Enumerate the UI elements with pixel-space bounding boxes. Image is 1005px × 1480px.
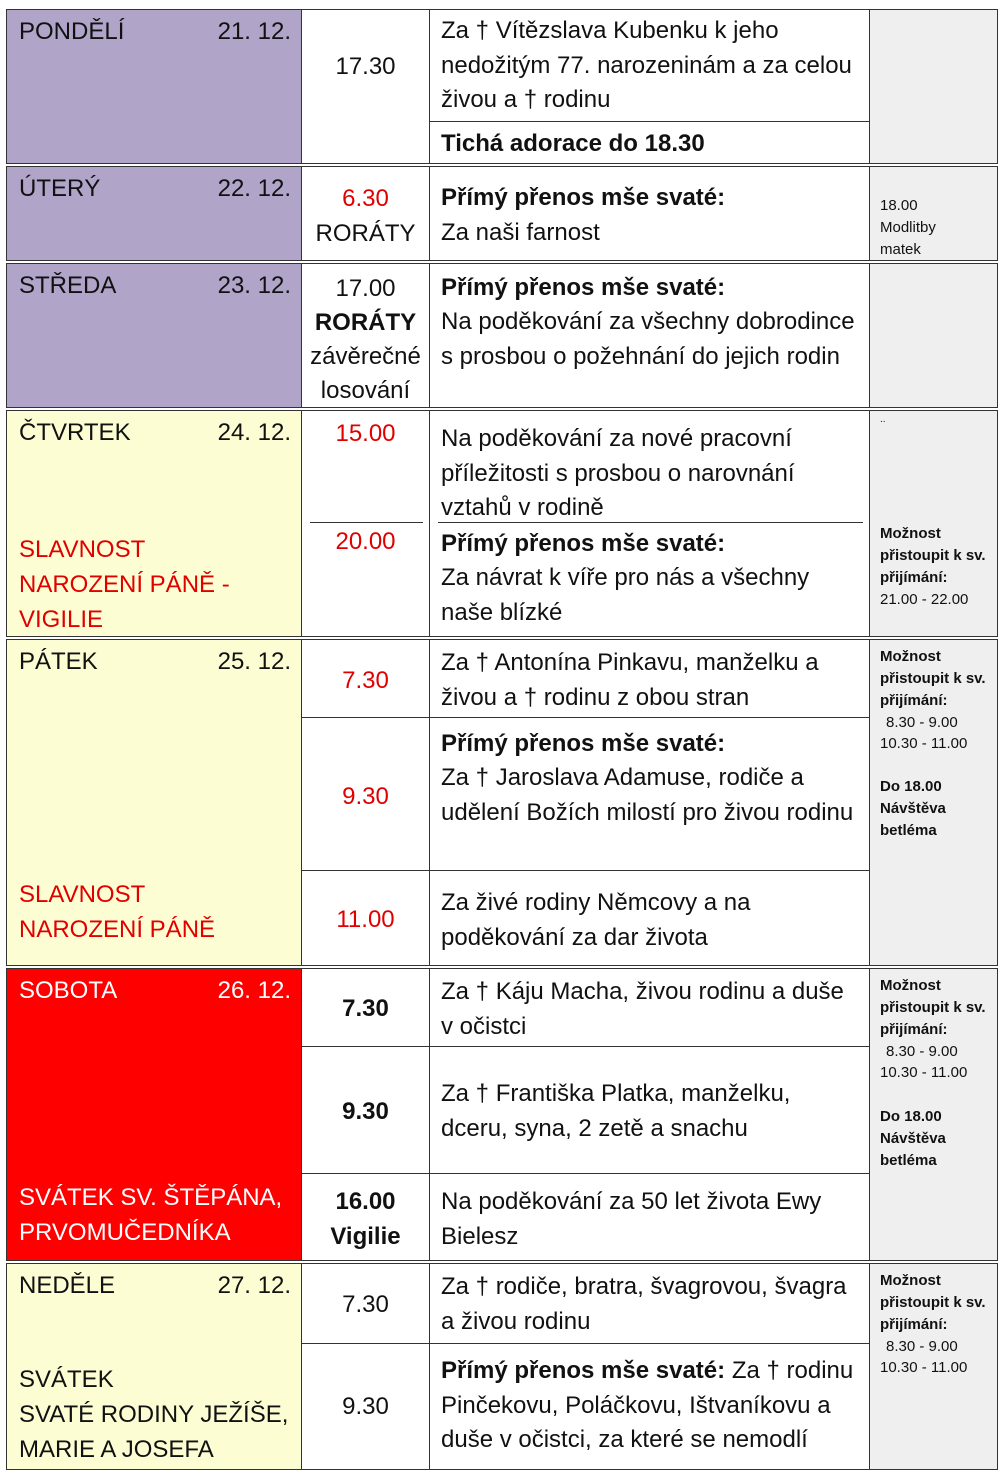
day-cell xyxy=(7,264,302,407)
note-line: přistoupit k sv. xyxy=(880,547,986,564)
day-name: ČTVRTEK xyxy=(19,419,131,446)
intention-text: Tichá adorace do 18.30 xyxy=(441,130,705,157)
note-cell xyxy=(870,969,997,1260)
day-cell xyxy=(7,411,302,636)
day-block-saturday xyxy=(6,968,998,1261)
feast-line: VIGILIE xyxy=(19,606,104,633)
note-cell xyxy=(870,264,997,407)
note-cell xyxy=(870,411,997,636)
row-divider xyxy=(302,1046,429,1047)
day-date: 24. 12. xyxy=(217,419,291,446)
feast-title xyxy=(19,877,215,947)
note-text: Modlitby matek xyxy=(880,219,936,258)
note-line: Do 18.00 xyxy=(880,1108,942,1125)
note-line: přijímání: xyxy=(880,1316,948,1333)
note-cell xyxy=(870,1264,997,1469)
feast-line: NAROZENÍ PÁNĚ - xyxy=(19,571,230,598)
note-line: 8.30 - 9.00 xyxy=(886,1043,958,1060)
day-cell xyxy=(7,167,302,260)
day-block-sunday xyxy=(6,1263,998,1470)
mass-time: 11.00 xyxy=(336,906,395,933)
feast-title xyxy=(19,1180,282,1250)
time-cell xyxy=(302,264,430,407)
feast-line: SVÁTEK xyxy=(19,1366,114,1393)
mass-time: 16.00 xyxy=(335,1188,396,1215)
day-date: 21. 12. xyxy=(217,18,291,45)
intention-text: Na poděkování za nové pracovní příležitosti s prosbou o narovnání vztahů v rodině xyxy=(441,425,795,521)
note-line: přistoupit k sv. xyxy=(880,999,986,1016)
mass-time: 20.00 xyxy=(335,528,396,555)
feast-line: SLAVNOST xyxy=(19,536,146,563)
intention-text: Za † Vítězslava Kubenku k jeho nedožitým 77. narozeninám a za celou živou a † rodinu xyxy=(441,17,852,113)
time-cell xyxy=(302,969,430,1260)
note-cell xyxy=(870,640,997,965)
mass-label: RORÁTY xyxy=(315,220,416,247)
broadcast-heading: Přímý přenos mše svaté: xyxy=(441,184,726,211)
intention-text: Za živé rodiny Němcovy a na poděkování za dar života xyxy=(441,889,751,951)
day-date: 22. 12. xyxy=(217,175,291,202)
note-line: přistoupit k sv. xyxy=(880,1294,986,1311)
intention-text: Za † Antonína Pinkavu, manželku a živou a † rodinu z obou stran xyxy=(441,649,819,711)
note-line: přijímání: xyxy=(880,1021,948,1038)
day-date: 25. 12. xyxy=(217,648,291,675)
day-date: 23. 12. xyxy=(217,272,291,299)
note-line: 10.30 - 11.00 xyxy=(880,1064,968,1081)
feast-line: SVATÉ RODINY JEŽÍŠE, xyxy=(19,1401,289,1428)
note-time: 18.00 xyxy=(880,197,918,214)
row-divider xyxy=(310,522,423,523)
intention-body: Za † rodinu Pinčekovu, Poláčkovu, Ištvaníkovu a duše v očistci, za které se nemodlí xyxy=(441,1357,854,1453)
day-block-monday xyxy=(6,9,998,164)
mass-time: 7.30 xyxy=(342,667,389,694)
day-name: PONDĚLÍ xyxy=(19,18,125,45)
intention-text: Za naši farnost xyxy=(441,219,600,246)
note-line: 8.30 - 9.00 xyxy=(886,1338,958,1355)
feast-title xyxy=(19,1362,288,1467)
mass-time: 7.30 xyxy=(342,1291,389,1318)
mass-time: 7.30 xyxy=(342,995,389,1022)
note-line: přijímání: xyxy=(880,692,948,709)
feast-line: NAROZENÍ PÁNĚ xyxy=(19,916,216,943)
mass-time: 17.00 xyxy=(335,275,396,302)
intention-text xyxy=(430,1354,869,1458)
row-divider xyxy=(430,717,869,718)
broadcast-heading: Přímý přenos mše svaté: xyxy=(441,530,726,557)
day-date: 26. 12. xyxy=(217,977,291,1004)
row-divider xyxy=(430,1343,869,1344)
day-name: PÁTEK xyxy=(19,648,98,675)
feast-line: SVÁTEK SV. ŠTĚPÁNA, xyxy=(19,1184,283,1211)
broadcast-heading: Přímý přenos mše svaté: xyxy=(441,1357,726,1384)
time-cell xyxy=(302,411,430,636)
mass-label: Vigilie xyxy=(330,1223,401,1250)
note-cell xyxy=(870,10,997,163)
intention-cell xyxy=(430,411,870,636)
feast-title xyxy=(19,532,230,637)
row-divider xyxy=(430,870,869,871)
intention-text: Za † Františka Platka, manželku, dceru, syna, 2 zetě a snachu xyxy=(441,1080,791,1142)
day-cell xyxy=(7,640,302,965)
feast-line: MARIE A JOSEFA xyxy=(19,1436,214,1463)
time-cell xyxy=(302,1264,430,1469)
intention-cell xyxy=(430,264,870,407)
note-cell xyxy=(870,167,997,260)
row-divider xyxy=(302,717,429,718)
day-date: 27. 12. xyxy=(217,1272,291,1299)
note-line: 21.00 - 22.00 xyxy=(880,591,969,608)
broadcast-heading: Přímý přenos mše svaté: xyxy=(441,274,726,301)
note-line: Možnost xyxy=(880,1272,941,1289)
mass-time: 17.30 xyxy=(335,53,396,80)
note-line: Návštěva xyxy=(880,1130,946,1147)
note-mark: .. xyxy=(880,414,886,425)
intention-cell xyxy=(430,969,870,1260)
note-line: Návštěva xyxy=(880,800,946,817)
day-name: SOBOTA xyxy=(19,977,118,1004)
mass-sublabel: závěrečné xyxy=(310,343,421,370)
row-divider xyxy=(438,522,863,523)
day-cell xyxy=(7,10,302,163)
intention-text: Na poděkování za 50 let života Ewy Bielesz xyxy=(441,1188,822,1250)
mass-time: 9.30 xyxy=(342,1098,389,1125)
row-divider xyxy=(302,870,429,871)
row-divider xyxy=(302,1173,429,1174)
intention-text: Za † Jaroslava Adamuse, rodiče a udělení Božích milostí pro živou rodinu xyxy=(441,764,854,826)
intention-cell xyxy=(430,1264,870,1469)
note-line: přijímání: xyxy=(880,569,948,586)
mass-time: 15.00 xyxy=(335,420,396,447)
note-line: betléma xyxy=(880,822,937,839)
day-block-thursday xyxy=(6,410,998,637)
mass-label: RORÁTY xyxy=(314,309,417,336)
day-name: NEDĚLE xyxy=(19,1272,116,1299)
note-line: Možnost xyxy=(880,977,941,994)
feast-line: SLAVNOST xyxy=(19,881,146,908)
mass-time: 6.30 xyxy=(342,185,389,212)
row-divider xyxy=(430,1046,869,1047)
note-line: betléma xyxy=(880,1152,937,1169)
note-line: Možnost xyxy=(880,648,941,665)
intention-text: Za † Káju Macha, živou rodinu a duše v očistci xyxy=(441,978,844,1040)
day-cell xyxy=(7,1264,302,1469)
mass-time: 9.30 xyxy=(342,1393,389,1420)
time-cell xyxy=(302,640,430,965)
note-line: Možnost xyxy=(880,525,941,542)
day-name: ÚTERÝ xyxy=(19,175,101,202)
day-block-wednesday xyxy=(6,263,998,408)
time-cell xyxy=(302,167,430,260)
time-cell xyxy=(302,10,430,163)
intention-cell xyxy=(430,640,870,965)
intention-text: Na poděkování za všechny dobrodince s prosbou o požehnání do jejich rodin xyxy=(441,308,855,370)
note-line: Do 18.00 xyxy=(880,778,942,795)
note-line: 8.30 - 9.00 xyxy=(886,714,958,731)
intention-cell xyxy=(430,167,870,260)
note-line: 10.30 - 11.00 xyxy=(880,1359,968,1376)
day-block-friday xyxy=(6,639,998,966)
feast-line: PRVOMUČEDNÍKA xyxy=(19,1219,231,1246)
day-block-tuesday xyxy=(6,166,998,261)
day-cell xyxy=(7,969,302,1260)
intention-text: Za návrat k víře pro nás a všechny naše blízké xyxy=(441,564,810,626)
intention-cell xyxy=(430,10,870,163)
row-divider xyxy=(302,1343,429,1344)
intention-text: Za † rodiče, bratra, švagrovou, švagra a živou rodinu xyxy=(441,1273,847,1335)
mass-sublabel: losování xyxy=(320,377,411,404)
day-name: STŘEDA xyxy=(19,272,117,299)
row-divider xyxy=(430,1173,869,1174)
note-line: přistoupit k sv. xyxy=(880,670,986,687)
row-divider xyxy=(430,121,869,122)
broadcast-heading: Přímý přenos mše svaté: xyxy=(441,730,726,757)
mass-time: 9.30 xyxy=(342,783,389,810)
note-line: 10.30 - 11.00 xyxy=(880,735,968,752)
